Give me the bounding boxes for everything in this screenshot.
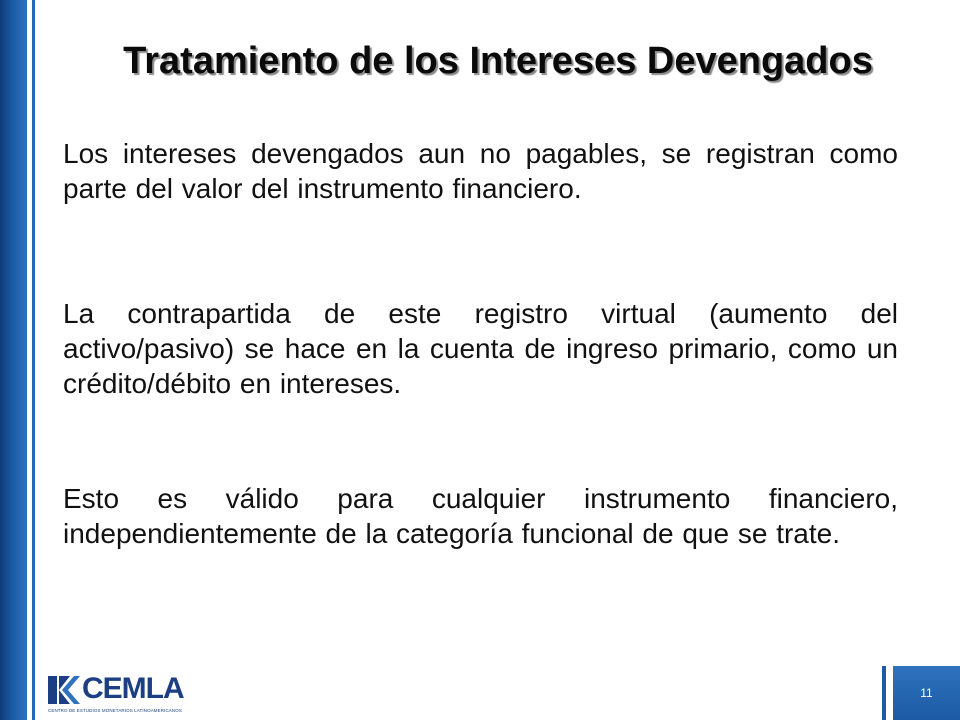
cemla-logo-mark-icon bbox=[48, 676, 80, 704]
logo-wordmark: CEMLA bbox=[82, 672, 184, 705]
logo-subtitle: CENTRO DE ESTUDIOS MONETARIOS LATINOAMERICANOS bbox=[48, 708, 182, 713]
footer-accent-line bbox=[882, 666, 886, 720]
slide-title: Tratamiento de los Intereses Devengados bbox=[123, 40, 873, 82]
page-number: 11 bbox=[920, 686, 933, 700]
left-accent-bar bbox=[0, 0, 27, 720]
paragraph-accrued-interest: Los intereses devengados aun no pagables, se registran como parte del valor del instrumento financiero. bbox=[63, 138, 898, 204]
cemla-logo bbox=[48, 672, 208, 712]
paragraph-validity: Esto es válido para cualquier instrumento financiero, independientemente de la categoría funcional de que se trate. bbox=[63, 483, 898, 549]
paragraph-counterpart: La contrapartida de este registro virtual (aumento del activo/pasivo) se hace en la cuenta de ingreso primario, como un crédito/débito en intereses. bbox=[63, 298, 898, 399]
left-accent-line bbox=[32, 0, 35, 720]
